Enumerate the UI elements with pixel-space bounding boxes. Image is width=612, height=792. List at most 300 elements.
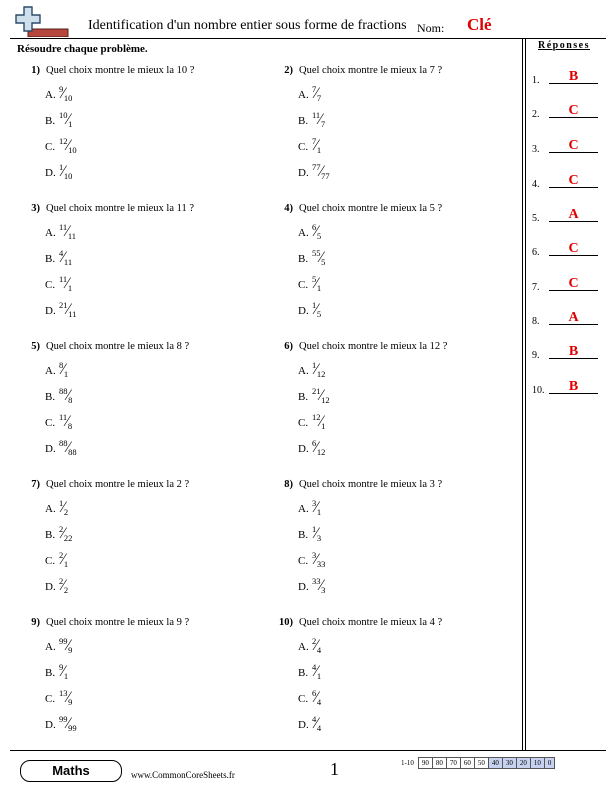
fraction: [59, 577, 68, 595]
choice-letter: A.: [298, 89, 309, 101]
fraction-denominator: 77: [321, 171, 330, 181]
fraction: [312, 637, 321, 655]
answer-number: 6.: [532, 247, 540, 258]
answer-row: [532, 343, 607, 361]
answer-choice: [298, 413, 325, 431]
fraction-slash: ⁄: [319, 413, 323, 430]
fraction-denominator: 4: [316, 697, 322, 707]
question-number: 2): [284, 65, 293, 76]
answer-number: 5.: [532, 213, 540, 224]
answer-choice: [45, 163, 72, 181]
fraction-numerator: 21: [59, 300, 68, 310]
answer-choice: [45, 689, 72, 707]
name-label: Nom:: [417, 21, 445, 35]
question: [273, 479, 442, 490]
fraction-denominator: 1: [68, 119, 73, 129]
fraction-denominator: 9: [68, 697, 73, 707]
fraction-denominator: 88: [68, 447, 77, 457]
fraction-slash: ⁄: [66, 439, 70, 456]
question-number: 4): [284, 203, 293, 214]
fraction-slash: ⁄: [315, 439, 318, 456]
answer-number: 3.: [532, 144, 540, 155]
fraction-denominator: 5: [316, 309, 322, 319]
fraction-slash: ⁄: [315, 689, 318, 706]
fraction-numerator: 9: [59, 84, 64, 94]
question-text: Quel choix montre le mieux la 3 ?: [299, 479, 443, 490]
fraction: [312, 249, 325, 267]
choice-letter: D.: [45, 167, 56, 179]
answer-choice: [45, 577, 68, 595]
question-number: 7): [31, 479, 40, 490]
fraction-numerator: 6: [312, 222, 317, 232]
fraction: [312, 275, 321, 293]
fraction: [59, 689, 72, 707]
question-number: 8): [284, 479, 293, 490]
answer-choice: [298, 387, 330, 405]
choice-letter: A.: [45, 227, 56, 239]
choice-letter: B.: [298, 115, 309, 127]
fraction-numerator: 1: [312, 300, 317, 310]
fraction-denominator: 1: [321, 421, 326, 431]
answer-value: C: [568, 173, 579, 188]
fraction-numerator: 1: [59, 498, 64, 508]
answer-number: 10.: [532, 385, 545, 396]
fraction: [312, 715, 321, 733]
answer-value: C: [568, 138, 579, 153]
answer-choice: [298, 715, 321, 733]
fraction-denominator: 7: [320, 119, 326, 129]
fraction-denominator: 12: [316, 447, 326, 457]
fraction-denominator: 3: [316, 533, 322, 543]
fraction-numerator: 77: [312, 162, 321, 172]
choice-letter: B.: [45, 529, 56, 541]
answer-choice: [298, 499, 321, 517]
choice-letter: C.: [298, 141, 309, 153]
fraction-slash: ⁄: [66, 413, 69, 430]
answer-choice: [45, 137, 77, 155]
fraction-slash: ⁄: [315, 525, 318, 542]
answer-choice: [298, 663, 321, 681]
question-text: Quel choix montre le mieux la 5 ?: [299, 203, 443, 214]
answer-row: [532, 309, 607, 327]
choice-letter: A.: [45, 89, 56, 101]
question: [20, 65, 194, 76]
answer-number: 8.: [532, 316, 540, 327]
answer-choice: [298, 85, 321, 103]
fraction: [312, 387, 330, 405]
question-number: 5): [31, 341, 40, 352]
fraction: [59, 637, 72, 655]
answer-row: [532, 378, 607, 396]
fraction-denominator: 9: [68, 645, 73, 655]
score-cell: 70: [446, 758, 460, 769]
choice-letter: A.: [45, 641, 56, 653]
fraction-slash: ⁄: [62, 525, 65, 542]
answer-choice: [298, 439, 325, 457]
fraction-numerator: 2: [59, 550, 64, 560]
score-cell: 60: [460, 758, 474, 769]
question-number: 10): [279, 617, 293, 628]
score-table: [398, 757, 555, 769]
problem: [273, 203, 513, 333]
answer-choice: [45, 525, 72, 543]
problem: [20, 65, 260, 195]
worksheet-title: Identification d'un nombre entier sous forme de fractions: [88, 18, 407, 33]
answer-choice: [298, 577, 325, 595]
fraction-slash: ⁄: [66, 637, 70, 654]
fraction-denominator: 10: [68, 145, 77, 155]
choice-letter: C.: [45, 141, 56, 153]
question-text: Quel choix montre le mieux la 9 ?: [46, 617, 190, 628]
fraction-numerator: 3: [312, 498, 317, 508]
fraction: [312, 689, 321, 707]
fraction-slash: ⁄: [315, 499, 318, 516]
answer-column-divider: [522, 38, 523, 750]
fraction-numerator: 11: [59, 412, 68, 422]
fraction: [59, 301, 76, 319]
fraction-numerator: 1: [312, 524, 317, 534]
fraction-denominator: 1: [63, 559, 69, 569]
score-cell: 50: [474, 758, 488, 769]
answer-row: [532, 68, 607, 86]
answer-choice: [45, 275, 72, 293]
fraction: [312, 577, 325, 595]
question: [273, 203, 442, 214]
fraction: [59, 715, 77, 733]
answer-number: 4.: [532, 179, 540, 190]
question-text: Quel choix montre le mieux la 7 ?: [299, 65, 443, 76]
answer-value: C: [568, 241, 579, 256]
choice-letter: C.: [298, 417, 309, 429]
fraction-numerator: 1: [59, 162, 64, 172]
score-cell: 30: [502, 758, 516, 769]
fraction-slash: ⁄: [315, 137, 318, 154]
fraction-slash: ⁄: [62, 663, 65, 680]
fraction: [312, 301, 321, 319]
fraction-numerator: 4: [312, 714, 317, 724]
answer-choice: [45, 551, 68, 569]
fraction-denominator: 3: [321, 585, 326, 595]
fraction: [59, 137, 77, 155]
problem: [273, 65, 513, 195]
answer-choice: [298, 163, 330, 181]
answer-row: [532, 240, 607, 258]
answer-key-label: Clé: [467, 15, 492, 34]
fraction-numerator: 2: [59, 524, 64, 534]
fraction-denominator: 12: [316, 369, 326, 379]
choice-letter: C.: [298, 693, 309, 705]
fraction-slash: ⁄: [315, 637, 318, 654]
choice-letter: B.: [298, 391, 309, 403]
answer-choice: [298, 301, 321, 319]
fraction: [312, 137, 321, 155]
fraction-numerator: 4: [312, 662, 317, 672]
fraction-numerator: 12: [59, 136, 68, 146]
question-text: Quel choix montre le mieux la 11 ?: [46, 203, 195, 214]
answer-column-divider-inner: [525, 38, 526, 750]
problem: [20, 203, 260, 333]
answer-choice: [45, 387, 72, 405]
fraction-slash: ⁄: [62, 499, 65, 516]
answer-choice: [45, 637, 72, 655]
fraction: [312, 85, 321, 103]
fraction: [59, 663, 68, 681]
fraction-denominator: 22: [63, 533, 73, 543]
answer-value: A: [568, 207, 579, 222]
fraction-slash: ⁄: [62, 551, 65, 568]
choice-letter: C.: [298, 279, 309, 291]
fraction-numerator: 5: [312, 274, 317, 284]
fraction-slash: ⁄: [319, 163, 323, 180]
plus-logo-icon: [14, 5, 70, 37]
answer-choice: [45, 663, 68, 681]
fraction-slash: ⁄: [315, 223, 318, 240]
fraction-slash: ⁄: [315, 275, 318, 292]
choice-letter: A.: [298, 227, 309, 239]
fraction: [312, 223, 321, 241]
fraction-denominator: 10: [63, 93, 73, 103]
fraction-numerator: 11: [312, 110, 321, 120]
answer-choice: [298, 361, 325, 379]
choice-letter: B.: [45, 667, 56, 679]
choice-letter: D.: [45, 443, 56, 455]
fraction-slash: ⁄: [62, 577, 65, 594]
choice-letter: D.: [298, 305, 309, 317]
fraction: [312, 525, 321, 543]
fraction-numerator: 13: [59, 688, 68, 698]
fraction-numerator: 1: [312, 360, 317, 370]
answer-choice: [45, 439, 77, 457]
answer-choice: [45, 301, 76, 319]
fraction-numerator: 21: [312, 386, 321, 396]
answer-choice: [298, 249, 325, 267]
score-cell: 80: [432, 758, 446, 769]
question-text: Quel choix montre le mieux la 10 ?: [46, 65, 195, 76]
fraction-denominator: 7: [316, 93, 322, 103]
page-number: 1: [330, 759, 339, 779]
fraction: [59, 111, 72, 129]
answer-row: [532, 275, 607, 293]
score-cell: 90: [418, 758, 432, 769]
fraction-slash: ⁄: [66, 301, 70, 318]
score-row: [398, 758, 555, 769]
choice-letter: A.: [298, 365, 309, 377]
fraction: [59, 361, 68, 379]
fraction: [59, 525, 72, 543]
question-text: Quel choix montre le mieux la 8 ?: [46, 341, 190, 352]
fraction-numerator: 9: [59, 662, 64, 672]
fraction-denominator: 1: [316, 145, 322, 155]
question: [20, 341, 189, 352]
choice-letter: D.: [298, 443, 309, 455]
fraction-slash: ⁄: [319, 387, 323, 404]
question-text: Quel choix montre le mieux la 12 ?: [299, 341, 448, 352]
problem: [273, 479, 513, 609]
fraction-denominator: 33: [316, 559, 326, 569]
fraction: [312, 551, 325, 569]
answer-choice: [298, 551, 325, 569]
answer-choice: [45, 715, 77, 733]
choice-letter: D.: [298, 167, 309, 179]
fraction-slash: ⁄: [66, 275, 69, 292]
fraction-numerator: 11: [59, 222, 68, 232]
fraction-denominator: 1: [63, 671, 69, 681]
answer-choice: [45, 361, 68, 379]
fraction-numerator: 6: [312, 438, 317, 448]
fraction-numerator: 33: [312, 576, 321, 586]
fraction-numerator: 2: [312, 636, 317, 646]
answer-choice: [45, 249, 72, 267]
fraction-denominator: 4: [316, 723, 322, 733]
fraction-numerator: 11: [59, 274, 68, 284]
answer-value: B: [568, 379, 579, 394]
fraction-slash: ⁄: [62, 85, 65, 102]
fraction-slash: ⁄: [66, 223, 69, 240]
fraction-denominator: 1: [63, 369, 69, 379]
fraction-slash: ⁄: [62, 361, 65, 378]
subject-badge: Maths: [20, 760, 122, 782]
answer-row: [532, 137, 607, 155]
instructions: Résoudre chaque problème.: [17, 43, 148, 55]
choice-letter: A.: [298, 503, 309, 515]
answer-choice: [298, 637, 321, 655]
question-number: 6): [284, 341, 293, 352]
answer-choice: [45, 85, 72, 103]
question: [273, 341, 447, 352]
fraction: [59, 551, 68, 569]
question: [20, 617, 189, 628]
problem: [20, 341, 260, 471]
answer-choice: [45, 413, 72, 431]
fraction-denominator: 11: [67, 231, 77, 241]
fraction-denominator: 99: [68, 723, 77, 733]
choice-letter: A.: [45, 365, 56, 377]
fraction-denominator: 2: [63, 507, 69, 517]
choice-letter: B.: [298, 253, 309, 265]
choice-letter: D.: [298, 581, 309, 593]
problem: [273, 341, 513, 471]
answer-value: B: [568, 344, 579, 359]
fraction: [312, 439, 325, 457]
fraction-slash: ⁄: [319, 577, 323, 594]
question-number: 9): [31, 617, 40, 628]
fraction-numerator: 6: [312, 688, 317, 698]
choice-letter: C.: [45, 279, 56, 291]
score-cell: 0: [544, 758, 555, 769]
problem: [20, 617, 260, 747]
question-text: Quel choix montre le mieux la 2 ?: [46, 479, 190, 490]
fraction: [59, 387, 72, 405]
question-number: 1): [31, 65, 40, 76]
fraction-denominator: 11: [68, 309, 77, 319]
answer-choice: [298, 689, 321, 707]
fraction-slash: ⁄: [62, 249, 65, 266]
question: [273, 65, 442, 76]
fraction-numerator: 4: [59, 248, 64, 258]
question: [273, 617, 442, 628]
answer-row: [532, 102, 607, 120]
question: [20, 479, 189, 490]
question-text: Quel choix montre le mieux la 4 ?: [299, 617, 443, 628]
problem: [273, 617, 513, 747]
fraction-slash: ⁄: [315, 301, 318, 318]
site-url: www.CommonCoreSheets.fr: [131, 770, 235, 780]
choice-letter: C.: [45, 555, 56, 567]
fraction-denominator: 4: [316, 645, 322, 655]
answer-number: 7.: [532, 282, 540, 293]
fraction: [59, 499, 68, 517]
answer-number: 1.: [532, 75, 540, 86]
answer-choice: [298, 223, 321, 241]
choice-letter: C.: [45, 417, 56, 429]
fraction-numerator: 2: [59, 576, 64, 586]
fraction-slash: ⁄: [315, 663, 318, 680]
answer-number: 2.: [532, 109, 540, 120]
fraction-slash: ⁄: [66, 137, 70, 154]
answer-row: [532, 206, 607, 224]
answer-choice: [45, 223, 76, 241]
fraction-numerator: 8: [59, 360, 64, 370]
choice-letter: C.: [45, 693, 56, 705]
choice-letter: B.: [45, 391, 56, 403]
score-label: 1-10: [401, 759, 414, 767]
choice-letter: C.: [298, 555, 309, 567]
footer-rule: [10, 750, 606, 751]
fraction-numerator: 88: [59, 386, 68, 396]
choice-letter: B.: [298, 529, 309, 541]
fraction-slash: ⁄: [319, 111, 322, 128]
fraction-slash: ⁄: [315, 551, 318, 568]
fraction-denominator: 10: [63, 171, 73, 181]
answer-choice: [298, 275, 321, 293]
fraction-denominator: 1: [67, 283, 73, 293]
choice-letter: D.: [45, 305, 56, 317]
fraction-slash: ⁄: [66, 689, 70, 706]
fraction-numerator: 7: [312, 84, 317, 94]
choice-letter: B.: [298, 667, 309, 679]
fraction-numerator: 55: [312, 248, 321, 258]
fraction: [312, 663, 321, 681]
answer-value: C: [568, 103, 579, 118]
answer-choice: [45, 499, 68, 517]
fraction-denominator: 5: [321, 257, 326, 267]
fraction: [312, 361, 325, 379]
fraction-denominator: 5: [316, 231, 322, 241]
fraction: [59, 249, 72, 267]
fraction-slash: ⁄: [319, 249, 323, 266]
score-cell: 20: [516, 758, 530, 769]
choice-letter: B.: [45, 115, 56, 127]
fraction-denominator: 11: [63, 257, 73, 267]
header-rule: [10, 38, 606, 39]
answer-choice: [298, 525, 321, 543]
score-cell: 10: [530, 758, 544, 769]
fraction-denominator: 8: [67, 421, 73, 431]
fraction-numerator: 10: [59, 110, 68, 120]
choice-letter: A.: [298, 641, 309, 653]
fraction-slash: ⁄: [62, 163, 65, 180]
choice-letter: D.: [45, 581, 56, 593]
fraction-denominator: 1: [316, 507, 322, 517]
fraction-denominator: 1: [316, 671, 322, 681]
question: [20, 203, 194, 214]
fraction: [312, 163, 330, 181]
fraction-numerator: 7: [312, 136, 317, 146]
answer-number: 9.: [532, 350, 540, 361]
fraction-denominator: 12: [321, 395, 330, 405]
fraction: [59, 163, 72, 181]
fraction-numerator: 3: [312, 550, 317, 560]
